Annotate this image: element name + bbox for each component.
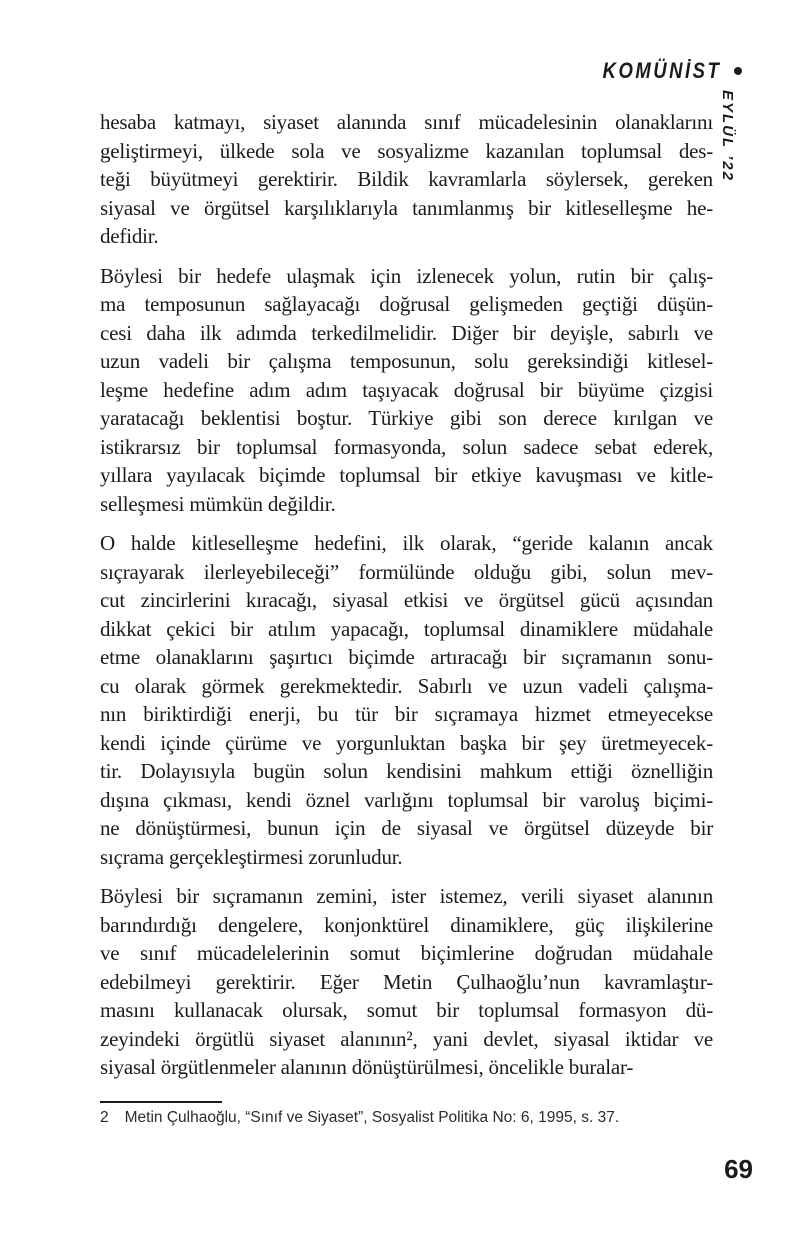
text-line: defidir. — [100, 224, 159, 248]
text-line: nın biriktirdiği enerji, bu tür bir sıçramaya hizmet etmeyecekse — [100, 702, 713, 726]
footnote-number: 2 — [100, 1109, 109, 1126]
footnote-divider — [100, 1101, 222, 1103]
text-line: etme olanaklarını şaşırtıcı biçimde artıracağı bir sıçramanın sonu- — [100, 645, 713, 669]
text-line: ma temposunun sağlayacağı doğrusal gelişmeden geçtiği düşün- — [100, 292, 713, 316]
text-line: dikkat çekici bir atılım yapacağı, toplumsal dinamiklere müdahale — [100, 616, 713, 641]
body-paragraph — [100, 262, 713, 519]
issue-date-side-label: EYLÜL ’22 — [719, 90, 736, 182]
journal-title: KOMÜNİST — [602, 58, 721, 83]
text-line: uzun vadeli bir çalışma temposunun, solu gereksindiği kitlesel- — [100, 349, 713, 373]
text-line: masını kullanacak olursak, somut bir toplumsal formasyon dü- — [100, 998, 713, 1022]
text-line: selleşmesi mümkün değildir. — [100, 491, 336, 516]
text-line: hesaba katmayı, siyaset alanında sınıf mücadelesinin olanaklarını — [100, 110, 713, 134]
text-line: sıçrama gerçekleştirmesi zorunludur. — [100, 844, 403, 869]
text-line: tir. Dolayısıyla bugün solun kendisini mahkum ettiği öznelliğin — [100, 759, 713, 783]
text-line: istikrarsız bir toplumsal formasyonda, solun sadece sebat ederek, — [100, 434, 713, 459]
text-line: zeyindeki örgütlü siyaset alanının², yani devlet, siyasal iktidar ve — [100, 1026, 713, 1051]
text-line: geliştirmeyi, ülkede sola ve sosyalizme kazanılan toplumsal des- — [100, 138, 713, 163]
text-line: cut zincirlerini kıracağı, siyasal etkisi ve örgütsel gücü açısından — [100, 588, 713, 612]
text-line: sıçrayarak ilerleyebileceği” formülünde olduğu gibi, solun mev- — [100, 559, 713, 584]
text-line: siyasal örgütlenmeler alanının dönüştürülmesi, öncelikle buralar- — [100, 1055, 634, 1079]
text-line: O halde kitleselleşme hedefini, ilk olarak, “geride kalanın ancak — [100, 531, 713, 555]
text-line: leşme hedefine adım adım taşıyacak doğrusal bir büyüme çizgisi — [100, 377, 713, 402]
page-header — [0, 58, 742, 84]
text-line: kendi içinde çürüme ve yorgunluktan başka bir şey üretmeyecek- — [100, 730, 713, 755]
page-number: 69 — [724, 1154, 753, 1184]
text-line: Böylesi bir sıçramanın zemini, ister istemez, verili siyaset alanının — [100, 884, 713, 908]
text-line: cu olarak görmek gerekmektedir. Sabırlı ve uzun vadeli çalışma- — [100, 673, 713, 698]
body-paragraph — [100, 529, 713, 871]
text-line: Böylesi bir hedefe ulaşmak için izlenecek yolun, rutin bir çalış- — [100, 263, 713, 288]
text-line: siyasal ve örgütsel karşılıklarıyla tanımlanmış bir kitleselleşme he- — [100, 195, 713, 220]
text-line: yıllara yayılacak biçimde toplumsal bir etkiye kavuşması ve kitle- — [100, 463, 713, 487]
footnote-text: Metin Çulhaoğlu, “Sınıf ve Siyaset”, Sosyalist Politika No: 6, 1995, s. 37. — [124, 1109, 620, 1126]
text-line: edebilmeyi gerektirir. Eğer Metin Çulhaoğlu’nun kavramlaştır- — [100, 969, 713, 994]
text-line: dışına çıkması, kendi öznel varlığını toplumsal bir varoluş biçimi- — [100, 787, 713, 812]
article-body — [100, 108, 713, 1082]
text-line: teği büyütmeyi gerektirir. Bildik kavramlarla söylersek, gereken — [100, 167, 713, 191]
text-line: ne dönüştürmesi, bunun için de siyasal ve örgütsel düzeyde bir — [100, 816, 713, 840]
body-paragraph — [100, 882, 713, 1082]
text-line: barındırdığı dengelere, konjonktürel dinamiklere, güç ilişkilerine — [100, 912, 713, 937]
bullet-icon — [734, 67, 742, 75]
body-paragraph — [100, 108, 713, 251]
text-line: cesi daha ilk adımda terkedilmelidir. Diğer bir deyişle, sabırlı ve — [100, 320, 713, 345]
text-line: yaratacağı beklentisi boştur. Türkiye gibi son derece kırılgan ve — [100, 406, 713, 430]
text-line: ve sınıf mücadelelerinin somut biçimlerine doğrudan müdahale — [100, 941, 713, 965]
footnote — [100, 1108, 660, 1128]
